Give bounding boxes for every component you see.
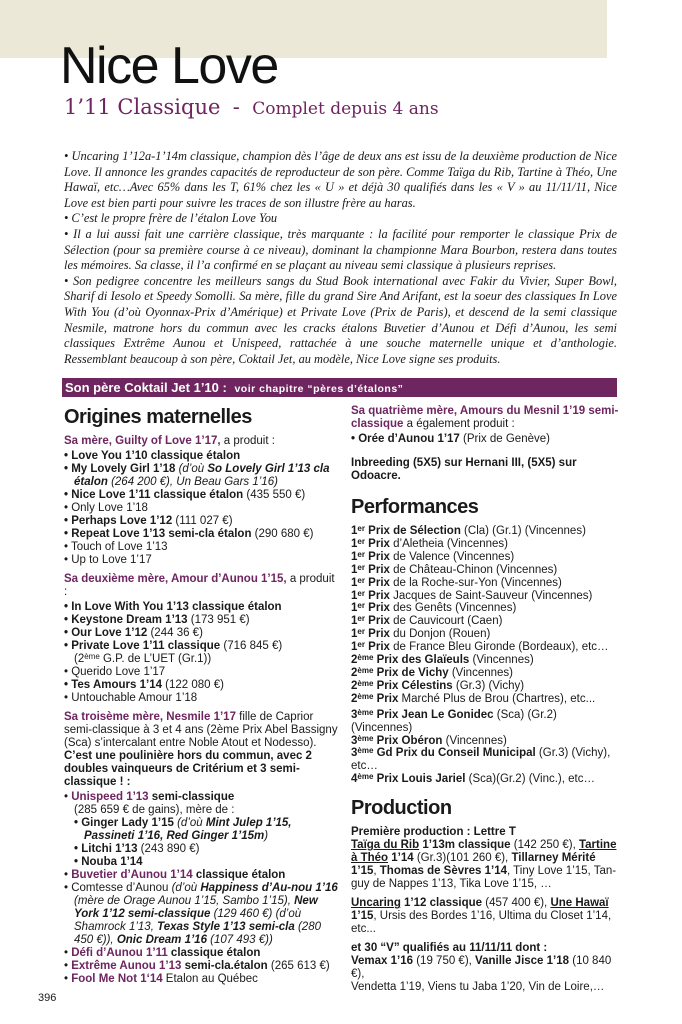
performance-item: 4ème Prix Louis Jariel (Sca)(Gr.2) (Vinc.), etc… bbox=[351, 772, 595, 786]
performance-item: 1er Prix de Cauvicourt (Caen) bbox=[351, 614, 503, 628]
dam-3-intro: Sa troisème mère, Nesmile 1’17 fille de Caprior semi-classique à 3 et 4 ans (2ème Prix Abel Bassigny (Sca) s’intercalant entre Noble Atout et Nodesso). C’est une poulinière hors du commun, avec 2 doubles vainqueurs de Critérium et 3 semi-classique ! : bbox=[64, 711, 338, 788]
list-item: • Querido Love 1’17 bbox=[64, 666, 166, 678]
production-letter-t: Taïga du Rib 1’13m classique (142 250 €), Tartine à Théo 1’14 (Gr.3)(101 260 €), Tillarney Mérité 1’15, Thomas de Sèvres 1’14, Tiny Love 1’15, Tan-guy de Nappes 1’13, Tika Love 1’15, … bbox=[351, 839, 617, 891]
list-item: • Ginger Lady 1’15 (d’où Mint Julep 1’15, Passineti 1’16, Red Ginger 1’15m) bbox=[74, 817, 292, 842]
production-letter-u: Uncaring 1’12 classique (457 400 €), Une Hawaï 1’15, Ursis des Bordes 1’16, Ultima du Closet 1’14, etc... bbox=[351, 897, 612, 936]
performance-item: 1er Prix d’Aletheia (Vincennes) bbox=[351, 536, 508, 550]
subtitle-dash: - bbox=[232, 95, 240, 119]
performance-item: 3ème Gd Prix du Conseil Municipal (Gr.3) (Vichy), etc… bbox=[351, 746, 611, 773]
performance-item: 1er Prix de Château-Chinon (Vincennes) bbox=[351, 562, 558, 576]
performance-item: 1er Prix de Valence (Vincennes) bbox=[351, 549, 515, 563]
dam-1-intro: Sa mère, Guilty of Love 1’17, a produit : bbox=[64, 435, 275, 447]
list-item: • Touch of Love 1’13 bbox=[64, 541, 168, 553]
performance-item: 1er Prix du Donjon (Rouen) bbox=[351, 627, 491, 641]
list-item: • Love You 1’10 classique étalon bbox=[64, 450, 241, 462]
performance-item: 1er Prix de la Roche-sur-Yon (Vincennes) bbox=[351, 575, 562, 589]
list-item: • Orée d’Aunou 1’17 (Prix de Genève) bbox=[351, 433, 550, 445]
performance-item: 2ème Prix des Glaïeuls (Vincennes) bbox=[351, 653, 534, 667]
performance-item: 1er Prix de Sélection (Cla) (Gr.1) (Vincennes) bbox=[351, 524, 586, 537]
list-item: • Défi d’Aunou 1’11 classique étalon bbox=[64, 947, 261, 959]
performance-item: 1er Prix Jacques de Saint-Sauveur (Vincennes) bbox=[351, 588, 593, 602]
father-bar-note: voir chapitre “pères d’étalons” bbox=[234, 383, 404, 395]
inbreeding-note: Inbreeding (5X5) sur Hernani III, (5X5) sur Odoacre. bbox=[351, 457, 577, 482]
list-item: • Unispeed 1’13 semi-classique bbox=[64, 791, 235, 803]
left-column bbox=[64, 405, 340, 986]
right-column bbox=[351, 405, 619, 994]
section-heading-performances: Performances bbox=[351, 496, 479, 518]
list-item: • Extrême Aunou 1’13 semi-cla.étalon (265 613 €) bbox=[64, 960, 330, 972]
intro-paragraph: • Son pedigree concentre les meilleurs sangs du Stud Book international avec Fakir du Vivier, Super Bowl, Sharif di Iesolo et Speedy Somolli. Sa mère, fille du grand Sire And Arifant, est la soeur des classiques In Love With You (d’où Oyonnax-Prix d’Amérique) et Private Love (Prix de Paris), et descend de la semi classique Nesmile, matrone hors du commun avec les cracks étalons Buvetier d’Aunou et Défi d’Aunou, les semi classiques Extrême Aunou et Unispeed, rattachée à une souche maternelle unique et d’anthologie. Ressemblant beaucoup à son père, Coktail Jet, au modèle, Nice Love signe ses produits. bbox=[64, 273, 617, 366]
list-item: • Perhaps Love 1’12 (111 027 €) bbox=[64, 515, 233, 527]
intro-paragraph: • Uncaring 1’12a-1’14m classique, champion dès l’âge de deux ans est issu de la deuxième production de Nice Love. Il annonce les grandes capacités de reproducteur de son père. Comme Taïga du Rib, Tartine à Théo, Une Hawaï, etc…Avec 65% dans les T, 61% chez les « U » et déjà 30 qualifiés dans les « V » au 11/11/11, Nice Love est bien parti pour suivre les traces de son illustre frère au haras. bbox=[64, 149, 617, 210]
performances-list bbox=[351, 525, 619, 786]
performance-item: 2ème Prix de Vichy (Vincennes) bbox=[351, 665, 513, 679]
production-first: Première production : Lettre T bbox=[351, 826, 516, 839]
production-letter-v: Vemax 1’16 (19 750 €), Vanille Jisce 1’18 (10 840 €), bbox=[351, 955, 612, 981]
performance-item: 1er Prix des Genêts (Vincennes) bbox=[351, 601, 517, 615]
section-heading-production: Production bbox=[351, 797, 452, 820]
performance-item: 3ème Prix Obéron (Vincennes) bbox=[351, 733, 507, 747]
list-item: • Keystone Dream 1’13 (173 951 €) bbox=[64, 614, 250, 626]
list-item: • Nice Love 1’11 classique étalon (435 550 €) bbox=[64, 489, 306, 501]
performance-item: 3ème Prix Jean Le Gonidec (Sca) (Gr.2) (Vincennes) bbox=[351, 707, 557, 734]
father-bar bbox=[62, 378, 617, 397]
production-letter-v-intro: et 30 “V” qualifiés au 11/11/11 dont : bbox=[351, 942, 548, 955]
list-item: • Fool Me Not 1‘14 Etalon au Québec bbox=[64, 973, 258, 985]
intro-text bbox=[64, 149, 617, 367]
list-item: • Buvetier d’Aunou 1’14 classique étalon bbox=[64, 869, 286, 881]
list-item: • Litchi 1’13 (243 890 €) bbox=[74, 843, 200, 855]
page-title: Nice Love bbox=[60, 37, 278, 95]
dam-4-intro: Sa quatrième mère, Amours du Mesnil 1’19 semi-classique a également produit : bbox=[351, 405, 619, 430]
page-subtitle bbox=[64, 95, 439, 119]
list-item: • Private Love 1’11 classique (716 845 €) bbox=[64, 640, 283, 652]
list-item: • In Love With You 1’13 classique étalon bbox=[64, 601, 282, 613]
list-item: • Untouchable Amour 1’18 bbox=[64, 692, 198, 704]
father-bar-main: Son père Coktail Jet 1’10 : bbox=[65, 380, 227, 395]
production-letter-v-more: Vendetta 1’19, Viens tu Jaba 1’20, Vin de Loire,… bbox=[351, 981, 605, 994]
page-number: 396 bbox=[38, 992, 57, 1004]
list-item: • Nouba 1’14 bbox=[74, 856, 143, 868]
section-heading-origines: Origines maternelles bbox=[64, 406, 252, 428]
subtitle-status: Complet depuis 4 ans bbox=[252, 99, 439, 119]
performance-item: 1er Prix de France Bleu Gironde (Bordeaux), etc… bbox=[351, 640, 609, 654]
list-item: • Tes Amours 1’14 (122 080 €) bbox=[64, 679, 224, 691]
list-item: • Up to Love 1’17 bbox=[64, 554, 152, 566]
list-item: • Comtesse d’Aunou (d’où Happiness d’Au-nou 1’16 (mère de Orage Aunou 1’15, Sambo 1’15), New York 1’12 semi-classique (129 460 €) (d’où Shamrock 1’13, Texas Style 1’13 semi-cla (280 450 €)), Onic Dream 1’16 (107 493 €)) bbox=[64, 882, 338, 946]
list-item-detail: (2ème G.P. de L’UET (Gr.1)) bbox=[74, 652, 212, 665]
performance-item: 2ème Prix Célestins (Gr.3) (Vichy) bbox=[351, 678, 525, 692]
list-item: • Only Love 1’18 bbox=[64, 502, 148, 514]
performance-item: 2ème Prix Marché Plus de Brou (Chartres), etc... bbox=[351, 691, 596, 705]
intro-paragraph: • Il a lui aussi fait une carrière classique, très marquante : la facilité pour remporter le classique Prix de Sélection (pour sa première course à ce niveau), dominant la championne Mara Bourbon, restera dans toutes les mémoires. Sa classe, il l’a confirmé en se plaçant au niveau semi classique à plusieurs reprises. bbox=[64, 226, 617, 273]
production-text bbox=[351, 826, 619, 994]
dam-2-intro: Sa deuxième mère, Amour d’Aunou 1’15, a produit : bbox=[64, 573, 335, 598]
list-item: • Our Love 1’12 (244 36 €) bbox=[64, 627, 203, 639]
subtitle-record: 1’11 Classique bbox=[64, 95, 221, 119]
intro-paragraph: • C’est le propre frère de l’étalon Love You bbox=[64, 211, 278, 226]
list-item-detail: (285 659 € de gains), mère de : bbox=[74, 804, 235, 816]
list-item: • Repeat Love 1’13 semi-cla étalon (290 680 €) bbox=[64, 528, 314, 540]
list-item: • My Lovely Girl 1’18 (d’où So Lovely Girl 1’13 cla étalon (264 200 €), Un Beau Gars 1’16) bbox=[64, 463, 330, 488]
